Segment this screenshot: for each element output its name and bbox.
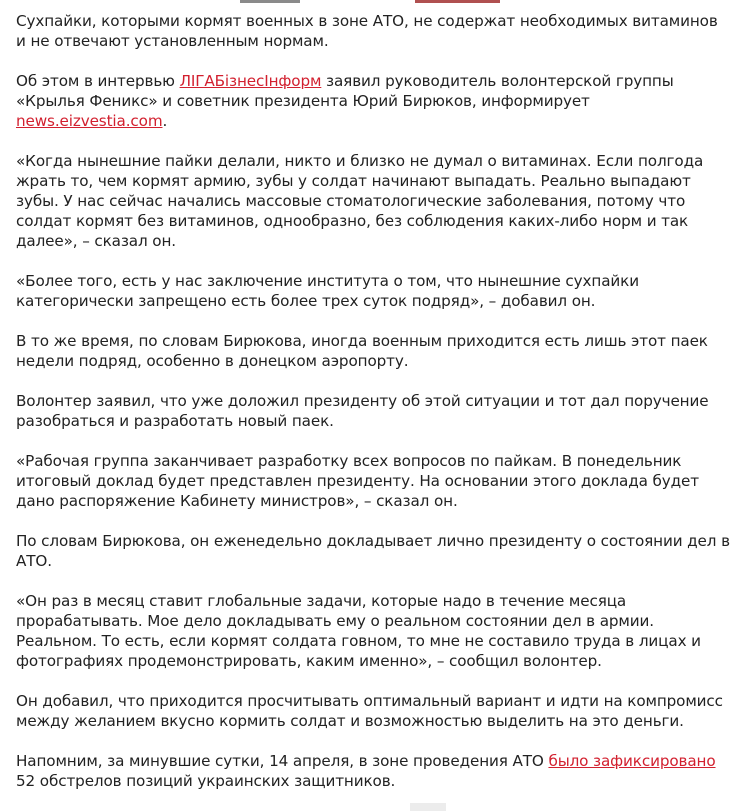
paragraph-quote-tasks: «Он раз в месяц ставит глобальные задачи, которые надо в течение месяца прорабатывать. Мое дело докладывать ему о реальном состоянии дел в армии. Реальном. То есть, если кормят солдата говном, то мне не составило труда в лицах и фотографиях продемонстрировать, каким именно», – сообщил волонтер.	[16, 592, 701, 670]
paragraph-quote-institute: «Более того, есть у нас заключение института о том, что нынешние сухпайки категорически запрещено есть более трех суток подряд», – добавил он.	[16, 272, 639, 310]
top-border	[0, 0, 747, 3]
source-link-liga[interactable]: ЛIГАБiзнесIнформ	[179, 72, 322, 90]
paragraph-source	[16, 71, 732, 131]
paragraph-weekly: По словам Бирюкова, он еженедельно докладывает лично президенту о состоянии дел в АТО.	[16, 532, 730, 570]
source-link-eizvestia[interactable]: news.eizvestia.com	[16, 112, 163, 130]
paragraph-text: .	[162, 112, 168, 130]
bottom-edge-element	[410, 803, 446, 811]
paragraph-text: Об этом в интервью	[16, 72, 180, 90]
paragraph-text: Напомним, за минувшие сутки, 14 апреля, в зоне проведения АТО	[16, 752, 549, 770]
paragraph-intro: Сухпайки, которыми кормят военных в зоне АТО, не содержат необходимых витаминов и не отвечают установленным нормам.	[16, 12, 718, 50]
shelling-report-link[interactable]: было зафиксировано	[548, 752, 716, 770]
article-body	[16, 11, 732, 811]
paragraph-quote-working-group: «Рабочая группа заканчивает разработку всех вопросов по пайкам. В понедельник итоговый доклад будет представлен президенту. На основании этого доклада будет дано распоряжение Кабинету министров», – сказал он.	[16, 452, 699, 510]
paragraph-text: 52 обстрелов позиций украинских защитников.	[16, 772, 396, 790]
paragraph-shelling	[16, 751, 732, 791]
paragraph-text: заявил руководитель волонтерской группы «Крылья Феникс» и советник президента Юрий Бирюков, информирует	[16, 72, 674, 110]
paragraph-report: Волонтер заявил, что уже доложил президенту об этой ситуации и тот дал поручение разобраться и разработать новый паек.	[16, 392, 709, 430]
top-border-segment	[415, 0, 500, 3]
top-border-segment	[240, 0, 300, 3]
paragraph-airport: В то же время, по словам Бирюкова, иногда военным приходится есть лишь этот паек недели подряд, особенно в донецком аэропорту.	[16, 332, 708, 370]
paragraph-compromise: Он добавил, что приходится просчитывать оптимальный вариант и идти на компромисс между желанием вкусно кормить солдат и возможностью выделить на это деньги.	[16, 692, 723, 730]
paragraph-quote-vitamins: «Когда нынешние пайки делали, никто и близко не думал о витаминах. Если полгода жрать то, чем кормят армию, зубы у солдат начинают выпадать. Реально выпадают зубы. У нас сейчас начались массовые стоматологические заболевания, потому что солдат кормят без витаминов, однообразно, без соблюдения каких-либо норм и так далее», – сказал он.	[16, 152, 704, 250]
